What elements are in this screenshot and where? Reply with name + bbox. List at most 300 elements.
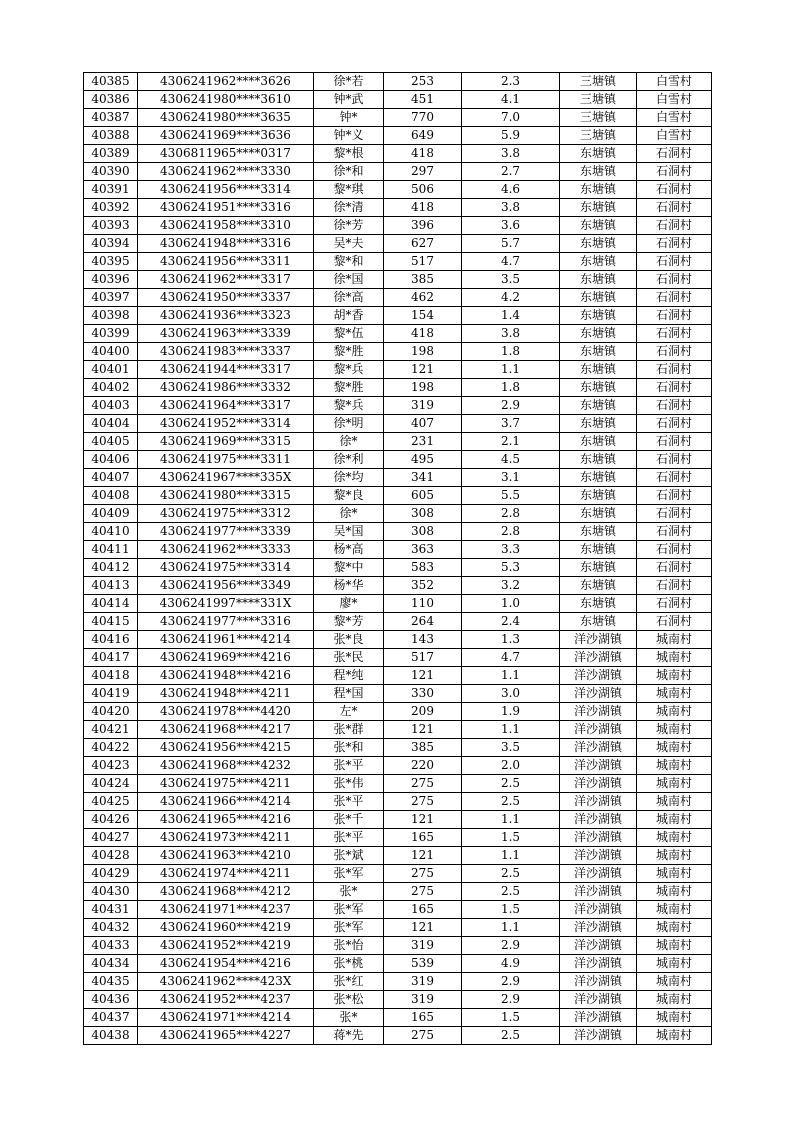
- town-cell: 东塘镇: [560, 253, 637, 271]
- area-cell: 3.6: [462, 217, 560, 235]
- table-row: [84, 793, 712, 811]
- village-cell: 城南村: [637, 919, 712, 937]
- id-number-cell: 4306241944****3317: [138, 361, 314, 379]
- row-number-cell: 40389: [84, 145, 138, 163]
- table-row: [84, 433, 712, 451]
- amount-cell: 297: [384, 163, 462, 181]
- row-number-cell: 40430: [84, 883, 138, 901]
- id-number-cell: 4306241951****3316: [138, 199, 314, 217]
- town-cell: 三塘镇: [560, 91, 637, 109]
- person-name-cell: 张*军: [314, 865, 384, 883]
- row-number-cell: 40426: [84, 811, 138, 829]
- town-cell: 洋沙湖镇: [560, 757, 637, 775]
- table-row: [84, 739, 712, 757]
- area-cell: 3.1: [462, 469, 560, 487]
- id-number-cell: 4306241961****4214: [138, 631, 314, 649]
- row-number-cell: 40400: [84, 343, 138, 361]
- village-cell: 城南村: [637, 829, 712, 847]
- village-cell: 石洞村: [637, 253, 712, 271]
- id-number-cell: 4306241962****3330: [138, 163, 314, 181]
- table-row: [84, 127, 712, 145]
- row-number-cell: 40408: [84, 487, 138, 505]
- area-cell: 7.0: [462, 109, 560, 127]
- area-cell: 1.3: [462, 631, 560, 649]
- village-cell: 石洞村: [637, 469, 712, 487]
- town-cell: 东塘镇: [560, 307, 637, 325]
- id-number-cell: 4306241977****3339: [138, 523, 314, 541]
- area-cell: 2.5: [462, 883, 560, 901]
- village-cell: 白雪村: [637, 127, 712, 145]
- town-cell: 东塘镇: [560, 613, 637, 631]
- table-row: [84, 343, 712, 361]
- town-cell: 洋沙湖镇: [560, 919, 637, 937]
- table-row: [84, 469, 712, 487]
- id-number-cell: 4306811965****0317: [138, 145, 314, 163]
- id-number-cell: 4306241952****4219: [138, 937, 314, 955]
- area-cell: 3.2: [462, 577, 560, 595]
- amount-cell: 165: [384, 829, 462, 847]
- area-cell: 3.3: [462, 541, 560, 559]
- town-cell: 东塘镇: [560, 577, 637, 595]
- id-number-cell: 4306241962****3317: [138, 271, 314, 289]
- person-name-cell: 张*军: [314, 901, 384, 919]
- table-row: [84, 775, 712, 793]
- person-name-cell: 张*: [314, 1009, 384, 1027]
- table-row: [84, 865, 712, 883]
- area-cell: 3.0: [462, 685, 560, 703]
- row-number-cell: 40403: [84, 397, 138, 415]
- id-number-cell: 4306241962****423X: [138, 973, 314, 991]
- amount-cell: 231: [384, 433, 462, 451]
- row-number-cell: 40413: [84, 577, 138, 595]
- village-cell: 石洞村: [637, 397, 712, 415]
- amount-cell: 275: [384, 883, 462, 901]
- id-number-cell: 4306241980****3635: [138, 109, 314, 127]
- village-cell: 石洞村: [637, 595, 712, 613]
- person-name-cell: 张*怡: [314, 937, 384, 955]
- person-name-cell: 吴*国: [314, 523, 384, 541]
- town-cell: 东塘镇: [560, 325, 637, 343]
- town-cell: 洋沙湖镇: [560, 739, 637, 757]
- amount-cell: 319: [384, 397, 462, 415]
- person-name-cell: 张*千: [314, 811, 384, 829]
- row-number-cell: 40424: [84, 775, 138, 793]
- area-cell: 1.5: [462, 901, 560, 919]
- row-number-cell: 40394: [84, 235, 138, 253]
- town-cell: 洋沙湖镇: [560, 631, 637, 649]
- village-cell: 石洞村: [637, 325, 712, 343]
- town-cell: 东塘镇: [560, 145, 637, 163]
- table-row: [84, 361, 712, 379]
- village-cell: 石洞村: [637, 235, 712, 253]
- town-cell: 洋沙湖镇: [560, 649, 637, 667]
- person-name-cell: 杨*高: [314, 541, 384, 559]
- town-cell: 东塘镇: [560, 595, 637, 613]
- area-cell: 2.4: [462, 613, 560, 631]
- id-number-cell: 4306241950****3337: [138, 289, 314, 307]
- village-cell: 石洞村: [637, 451, 712, 469]
- row-number-cell: 40412: [84, 559, 138, 577]
- area-cell: 1.1: [462, 919, 560, 937]
- row-number-cell: 40407: [84, 469, 138, 487]
- person-name-cell: 张*红: [314, 973, 384, 991]
- table-row: [84, 91, 712, 109]
- area-cell: 1.1: [462, 847, 560, 865]
- town-cell: 洋沙湖镇: [560, 685, 637, 703]
- amount-cell: 264: [384, 613, 462, 631]
- amount-cell: 495: [384, 451, 462, 469]
- person-name-cell: 黎*和: [314, 253, 384, 271]
- area-cell: 2.5: [462, 865, 560, 883]
- row-number-cell: 40432: [84, 919, 138, 937]
- table-row: [84, 703, 712, 721]
- town-cell: 洋沙湖镇: [560, 721, 637, 739]
- person-name-cell: 蒋*先: [314, 1027, 384, 1045]
- area-cell: 2.3: [462, 73, 560, 91]
- row-number-cell: 40437: [84, 1009, 138, 1027]
- village-cell: 城南村: [637, 1009, 712, 1027]
- amount-cell: 451: [384, 91, 462, 109]
- area-cell: 1.8: [462, 379, 560, 397]
- area-cell: 5.9: [462, 127, 560, 145]
- table-row: [84, 397, 712, 415]
- row-number-cell: 40410: [84, 523, 138, 541]
- village-cell: 城南村: [637, 811, 712, 829]
- row-number-cell: 40436: [84, 991, 138, 1009]
- table-row: [84, 649, 712, 667]
- amount-cell: 154: [384, 307, 462, 325]
- village-cell: 城南村: [637, 757, 712, 775]
- id-number-cell: 4306241948****3316: [138, 235, 314, 253]
- village-cell: 石洞村: [637, 181, 712, 199]
- person-name-cell: 黎*兵: [314, 361, 384, 379]
- id-number-cell: 4306241969****4216: [138, 649, 314, 667]
- row-number-cell: 40406: [84, 451, 138, 469]
- amount-cell: 121: [384, 667, 462, 685]
- amount-cell: 385: [384, 739, 462, 757]
- row-number-cell: 40422: [84, 739, 138, 757]
- town-cell: 洋沙湖镇: [560, 811, 637, 829]
- table-row: [84, 541, 712, 559]
- row-number-cell: 40438: [84, 1027, 138, 1045]
- person-name-cell: 张*: [314, 883, 384, 901]
- row-number-cell: 40414: [84, 595, 138, 613]
- table-row: [84, 937, 712, 955]
- person-name-cell: 张*斌: [314, 847, 384, 865]
- amount-cell: 649: [384, 127, 462, 145]
- town-cell: 三塘镇: [560, 73, 637, 91]
- table-row: [84, 829, 712, 847]
- person-name-cell: 徐*明: [314, 415, 384, 433]
- amount-cell: 209: [384, 703, 462, 721]
- table-row: [84, 685, 712, 703]
- table-row: [84, 901, 712, 919]
- village-cell: 石洞村: [637, 541, 712, 559]
- id-number-cell: 4306241952****3314: [138, 415, 314, 433]
- village-cell: 石洞村: [637, 163, 712, 181]
- amount-cell: 308: [384, 523, 462, 541]
- village-cell: 城南村: [637, 775, 712, 793]
- row-number-cell: 40387: [84, 109, 138, 127]
- id-number-cell: 4306241975****3312: [138, 505, 314, 523]
- town-cell: 东塘镇: [560, 469, 637, 487]
- town-cell: 洋沙湖镇: [560, 1009, 637, 1027]
- row-number-cell: 40391: [84, 181, 138, 199]
- village-cell: 石洞村: [637, 505, 712, 523]
- area-cell: 3.8: [462, 199, 560, 217]
- table-row: [84, 811, 712, 829]
- amount-cell: 275: [384, 865, 462, 883]
- town-cell: 东塘镇: [560, 379, 637, 397]
- area-cell: 2.9: [462, 973, 560, 991]
- id-number-cell: 4306241974****4211: [138, 865, 314, 883]
- person-name-cell: 徐*国: [314, 271, 384, 289]
- person-name-cell: 张*群: [314, 721, 384, 739]
- amount-cell: 121: [384, 361, 462, 379]
- town-cell: 东塘镇: [560, 217, 637, 235]
- town-cell: 洋沙湖镇: [560, 703, 637, 721]
- village-cell: 石洞村: [637, 289, 712, 307]
- town-cell: 东塘镇: [560, 181, 637, 199]
- town-cell: 东塘镇: [560, 451, 637, 469]
- amount-cell: 253: [384, 73, 462, 91]
- row-number-cell: 40428: [84, 847, 138, 865]
- area-cell: 3.8: [462, 325, 560, 343]
- id-number-cell: 4306241973****4211: [138, 829, 314, 847]
- id-number-cell: 4306241962****3626: [138, 73, 314, 91]
- area-cell: 4.1: [462, 91, 560, 109]
- person-name-cell: 黎*中: [314, 559, 384, 577]
- id-number-cell: 4306241975****3314: [138, 559, 314, 577]
- area-cell: 3.5: [462, 271, 560, 289]
- area-cell: 1.1: [462, 721, 560, 739]
- person-name-cell: 张*平: [314, 793, 384, 811]
- area-cell: 2.9: [462, 397, 560, 415]
- id-number-cell: 4306241983****3337: [138, 343, 314, 361]
- table-row: [84, 145, 712, 163]
- village-cell: 石洞村: [637, 145, 712, 163]
- id-number-cell: 4306241965****4227: [138, 1027, 314, 1045]
- amount-cell: 418: [384, 145, 462, 163]
- town-cell: 东塘镇: [560, 541, 637, 559]
- person-name-cell: 徐*清: [314, 199, 384, 217]
- town-cell: 东塘镇: [560, 487, 637, 505]
- amount-cell: 275: [384, 793, 462, 811]
- amount-cell: 352: [384, 577, 462, 595]
- amount-cell: 506: [384, 181, 462, 199]
- table-row: [84, 289, 712, 307]
- id-number-cell: 4306241964****3317: [138, 397, 314, 415]
- table-row: [84, 109, 712, 127]
- village-cell: 城南村: [637, 649, 712, 667]
- row-number-cell: 40388: [84, 127, 138, 145]
- town-cell: 洋沙湖镇: [560, 883, 637, 901]
- area-cell: 5.5: [462, 487, 560, 505]
- id-number-cell: 4306241977****3316: [138, 613, 314, 631]
- table-row: [84, 1009, 712, 1027]
- village-cell: 石洞村: [637, 217, 712, 235]
- person-name-cell: 黎*伍: [314, 325, 384, 343]
- table-row: [84, 451, 712, 469]
- village-cell: 白雪村: [637, 91, 712, 109]
- table-row: [84, 577, 712, 595]
- village-cell: 石洞村: [637, 379, 712, 397]
- table-row: [84, 271, 712, 289]
- person-name-cell: 钟*义: [314, 127, 384, 145]
- person-name-cell: 张*良: [314, 631, 384, 649]
- town-cell: 东塘镇: [560, 559, 637, 577]
- town-cell: 洋沙湖镇: [560, 991, 637, 1009]
- amount-cell: 770: [384, 109, 462, 127]
- village-cell: 石洞村: [637, 559, 712, 577]
- amount-cell: 385: [384, 271, 462, 289]
- id-number-cell: 4306241948****4216: [138, 667, 314, 685]
- area-cell: 4.9: [462, 955, 560, 973]
- person-name-cell: 张*和: [314, 739, 384, 757]
- person-name-cell: 张*平: [314, 757, 384, 775]
- id-number-cell: 4306241965****4216: [138, 811, 314, 829]
- village-cell: 城南村: [637, 901, 712, 919]
- row-number-cell: 40385: [84, 73, 138, 91]
- town-cell: 洋沙湖镇: [560, 973, 637, 991]
- amount-cell: 198: [384, 379, 462, 397]
- amount-cell: 605: [384, 487, 462, 505]
- area-cell: 4.7: [462, 649, 560, 667]
- table-row: [84, 973, 712, 991]
- id-number-cell: 4306241997****331X: [138, 595, 314, 613]
- town-cell: 三塘镇: [560, 109, 637, 127]
- row-number-cell: 40405: [84, 433, 138, 451]
- table-row: [84, 415, 712, 433]
- id-number-cell: 4306241980****3315: [138, 487, 314, 505]
- table-row: [84, 199, 712, 217]
- id-number-cell: 4306241948****4211: [138, 685, 314, 703]
- village-cell: 石洞村: [637, 199, 712, 217]
- area-cell: 1.0: [462, 595, 560, 613]
- row-number-cell: 40409: [84, 505, 138, 523]
- village-cell: 城南村: [637, 883, 712, 901]
- amount-cell: 418: [384, 325, 462, 343]
- town-cell: 东塘镇: [560, 235, 637, 253]
- village-cell: 石洞村: [637, 415, 712, 433]
- row-number-cell: 40390: [84, 163, 138, 181]
- id-number-cell: 4306241952****4237: [138, 991, 314, 1009]
- amount-cell: 319: [384, 937, 462, 955]
- id-number-cell: 4306241956****4215: [138, 739, 314, 757]
- village-cell: 城南村: [637, 631, 712, 649]
- row-number-cell: 40411: [84, 541, 138, 559]
- amount-cell: 396: [384, 217, 462, 235]
- row-number-cell: 40393: [84, 217, 138, 235]
- row-number-cell: 40431: [84, 901, 138, 919]
- id-number-cell: 4306241966****4214: [138, 793, 314, 811]
- town-cell: 东塘镇: [560, 415, 637, 433]
- area-cell: 2.5: [462, 1027, 560, 1045]
- village-cell: 城南村: [637, 793, 712, 811]
- area-cell: 1.1: [462, 811, 560, 829]
- table-row: [84, 325, 712, 343]
- village-cell: 石洞村: [637, 361, 712, 379]
- area-cell: 1.1: [462, 361, 560, 379]
- town-cell: 东塘镇: [560, 271, 637, 289]
- town-cell: 东塘镇: [560, 289, 637, 307]
- person-name-cell: 黎*良: [314, 487, 384, 505]
- row-number-cell: 40420: [84, 703, 138, 721]
- table-row: [84, 217, 712, 235]
- person-name-cell: 左*: [314, 703, 384, 721]
- area-cell: 2.5: [462, 793, 560, 811]
- area-cell: 3.5: [462, 739, 560, 757]
- village-cell: 城南村: [637, 667, 712, 685]
- row-number-cell: 40386: [84, 91, 138, 109]
- person-name-cell: 黎*胜: [314, 379, 384, 397]
- area-cell: 2.7: [462, 163, 560, 181]
- amount-cell: 330: [384, 685, 462, 703]
- town-cell: 洋沙湖镇: [560, 1027, 637, 1045]
- id-number-cell: 4306241969****3315: [138, 433, 314, 451]
- id-number-cell: 4306241971****4214: [138, 1009, 314, 1027]
- town-cell: 洋沙湖镇: [560, 937, 637, 955]
- town-cell: 东塘镇: [560, 361, 637, 379]
- village-cell: 城南村: [637, 703, 712, 721]
- village-cell: 城南村: [637, 685, 712, 703]
- row-number-cell: 40399: [84, 325, 138, 343]
- row-number-cell: 40418: [84, 667, 138, 685]
- village-cell: 白雪村: [637, 73, 712, 91]
- area-cell: 1.1: [462, 667, 560, 685]
- table-row: [84, 307, 712, 325]
- id-number-cell: 4306241975****4211: [138, 775, 314, 793]
- area-cell: 1.9: [462, 703, 560, 721]
- village-cell: 石洞村: [637, 433, 712, 451]
- area-cell: 2.9: [462, 937, 560, 955]
- town-cell: 洋沙湖镇: [560, 775, 637, 793]
- row-number-cell: 40397: [84, 289, 138, 307]
- amount-cell: 198: [384, 343, 462, 361]
- village-cell: 城南村: [637, 739, 712, 757]
- table-row: [84, 595, 712, 613]
- table-row: [84, 847, 712, 865]
- amount-cell: 165: [384, 1009, 462, 1027]
- table-row: [84, 181, 712, 199]
- id-number-cell: 4306241968****4232: [138, 757, 314, 775]
- person-name-cell: 黎*芳: [314, 613, 384, 631]
- id-number-cell: 4306241969****3636: [138, 127, 314, 145]
- village-cell: 白雪村: [637, 109, 712, 127]
- person-name-cell: 黎*根: [314, 145, 384, 163]
- id-number-cell: 4306241963****3339: [138, 325, 314, 343]
- table-row: [84, 757, 712, 775]
- area-cell: 1.8: [462, 343, 560, 361]
- person-name-cell: 程*纯: [314, 667, 384, 685]
- amount-cell: 275: [384, 1027, 462, 1045]
- amount-cell: 319: [384, 991, 462, 1009]
- village-cell: 城南村: [637, 1027, 712, 1045]
- person-name-cell: 徐*利: [314, 451, 384, 469]
- area-cell: 1.4: [462, 307, 560, 325]
- table-row: [84, 523, 712, 541]
- person-name-cell: 徐*: [314, 505, 384, 523]
- amount-cell: 220: [384, 757, 462, 775]
- id-number-cell: 4306241967****335X: [138, 469, 314, 487]
- amount-cell: 418: [384, 199, 462, 217]
- row-number-cell: 40421: [84, 721, 138, 739]
- town-cell: 洋沙湖镇: [560, 901, 637, 919]
- person-name-cell: 张*民: [314, 649, 384, 667]
- person-name-cell: 张*桃: [314, 955, 384, 973]
- town-cell: 洋沙湖镇: [560, 955, 637, 973]
- table-row: [84, 505, 712, 523]
